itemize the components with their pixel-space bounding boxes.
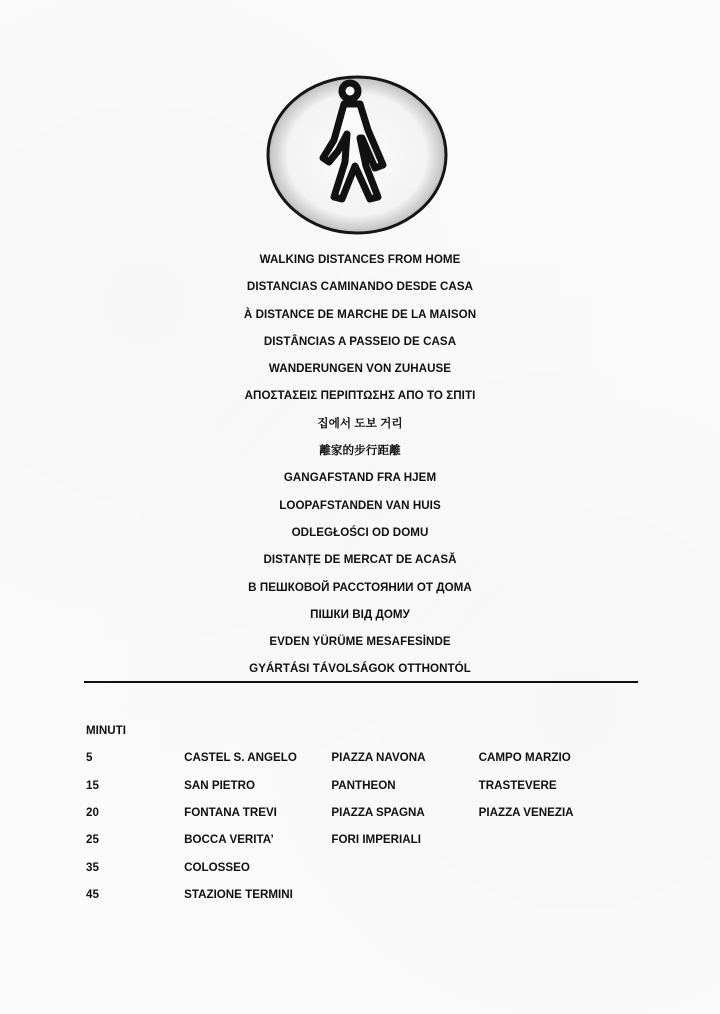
destination-cell: PANTHEON [331, 778, 396, 792]
destination-cell: CAMPO MARZIO [478, 751, 571, 765]
minutes-cell: 5 [86, 751, 93, 765]
title-line: À DISTANCE DE MARCHE DE LA MAISON [243, 307, 477, 321]
destination-cell: STAZIONE TERMINI [184, 888, 293, 902]
title-line: ПІШКИ ВІД ДОМУ [310, 607, 410, 621]
destination-cell: PIAZZA NAVONA [331, 751, 426, 765]
title-line: EVDEN YÜRÜME MESAFESİNDE [269, 635, 451, 649]
destination-cell: BOCCA VERITA’ [184, 833, 274, 847]
minutes-heading: MINUTI [86, 724, 126, 737]
minutes-cell: 15 [86, 778, 99, 792]
table-row [86, 744, 646, 771]
title-line: ΑΠΟΣΤΑΣΕΙΣ ΠΕΡΙΠΤΩΣΗΣ ΑΠΟ ΤΟ ΣΠΙΤΙ [244, 389, 476, 403]
title-line: WALKING DISTANCES FROM HOME [259, 253, 461, 266]
title-line: DISTÂNCIAS A PASSEIO DE CASA [263, 334, 457, 348]
destination-cell: PIAZZA VENEZIA [478, 805, 574, 819]
destination-cell: FORI IMPERIALI [331, 833, 421, 847]
destination-cell [479, 854, 646, 881]
destinations-table [86, 744, 646, 908]
title-line: LOOPAFSTANDEN VAN HUIS [279, 498, 441, 512]
destination-cell: CASTEL S. ANGELO [184, 751, 297, 765]
destination-cell: FONTANA TREVI [184, 805, 277, 819]
table-row [86, 854, 646, 881]
destination-cell: COLOSSEO [184, 860, 250, 874]
destination-cell: SAN PIETRO [184, 778, 256, 792]
table-row [86, 799, 646, 826]
title-list [0, 248, 720, 685]
title-line: 집에서 도보 거리 [317, 416, 403, 430]
minutes-cell: 25 [86, 833, 99, 847]
title-line: ODLEGŁOŚCI OD DOMU [291, 525, 429, 539]
title-line: 離家的步行距離 [319, 444, 401, 458]
title-line: DISTANCIAS CAMINANDO DESDE CASA [246, 280, 474, 294]
table-row [86, 771, 646, 798]
minutes-cell: 45 [86, 888, 99, 902]
destination-cell [479, 881, 646, 908]
title-line: GYÁRTÁSI TÁVOLSÁGOK OTTHONTÓL [249, 662, 471, 676]
destination-cell: PIAZZA SPAGNA [331, 805, 425, 819]
destination-cell: TRASTEVERE [478, 778, 557, 792]
title-line: GANGAFSTAND FRA HJEM [283, 471, 437, 485]
minutes-cell: 35 [86, 860, 99, 874]
divider [84, 681, 638, 683]
pedestrian-icon [264, 74, 450, 236]
table-row [86, 826, 646, 853]
title-line: DISTANȚE DE MERCAT DE ACASĂ [263, 553, 457, 567]
table-row [86, 881, 646, 908]
title-line: В ПЕШКОВОЙ РАССТОЯНИИ ОТ ДОМА [248, 580, 472, 594]
minutes-cell: 20 [86, 805, 99, 819]
title-line: WANDERUNGEN VON ZUHAUSE [268, 362, 452, 376]
destination-cell [331, 881, 478, 908]
destination-cell [479, 826, 646, 853]
destination-cell [331, 854, 478, 881]
pedestrian-emblem [264, 74, 450, 236]
